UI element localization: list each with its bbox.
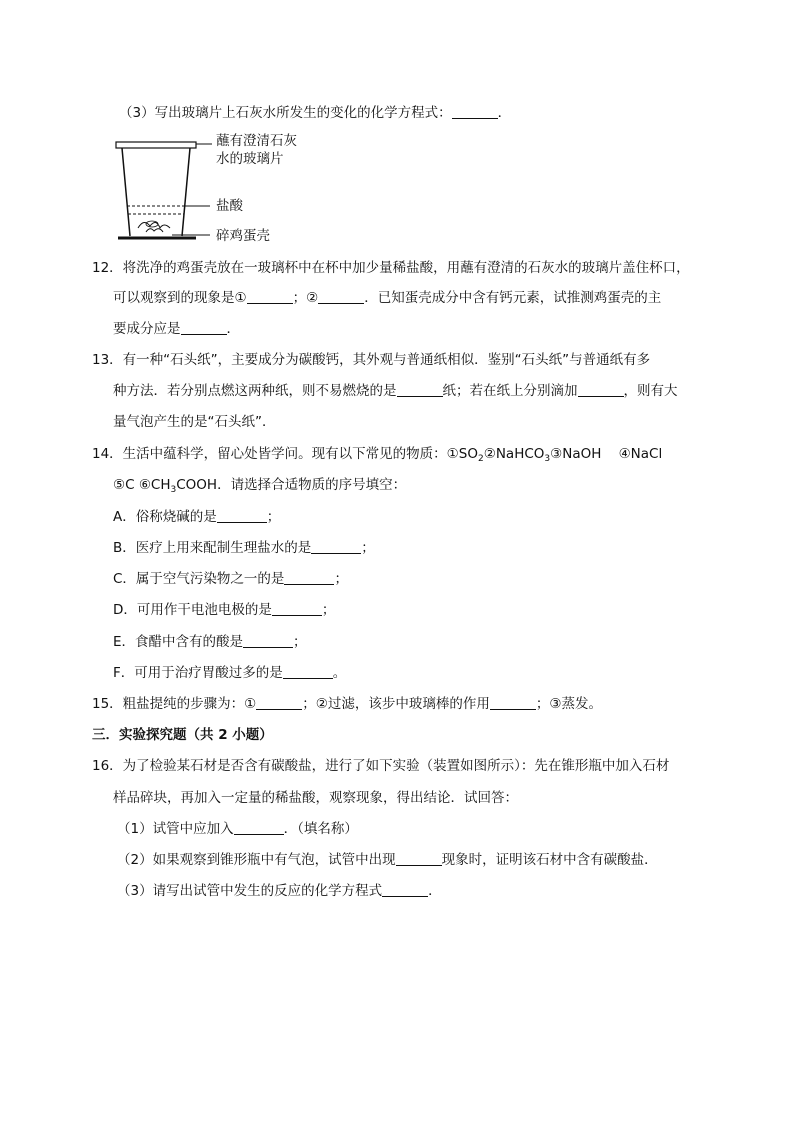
answer-blank[interactable] (284, 570, 334, 585)
q14-option-d: D．可用作干电池电极的是 ； (113, 602, 336, 618)
answer-blank[interactable] (452, 104, 498, 119)
q16-line2: 样品碎块，再加入一定量的稀盐酸，观察现象，得出结论．试回答： (113, 790, 518, 806)
answer-blank[interactable] (578, 382, 624, 397)
answer-blank[interactable] (283, 664, 333, 679)
q11-part3-text: （3）写出玻璃片上石灰水所发生的变化的化学方程式： (119, 105, 452, 121)
answer-blank[interactable] (396, 851, 442, 866)
answer-blank[interactable] (318, 289, 364, 304)
q14-option-e: E．食醋中含有的酸是 ； (113, 634, 307, 650)
q14-option-a: A．俗称烧碱的是 ； (113, 509, 281, 525)
answer-blank[interactable] (181, 320, 227, 335)
q16-part3: （3）请写出试管中发生的反应的化学方程式 ． (117, 883, 442, 899)
beaker-figure (112, 134, 372, 249)
q13-line1: 13．有一种“石头纸”，主要成分为碳酸钙，其外观与普通纸相似．鉴别“石头纸”与普通纸有多 (92, 352, 651, 368)
label-egg-shell: 碎鸡蛋壳 (216, 228, 270, 244)
q12-line3: 要成分应是 ． (113, 321, 240, 337)
q15: 15．粗盐提纯的步骤为：① ；②过滤，该步中玻璃棒的作用 ；③蒸发。 (92, 696, 602, 712)
section-heading: 三．实验探究题（共 2 小题） (92, 727, 273, 743)
label-hydrochloric-acid: 盐酸 (216, 198, 243, 214)
label-glass-plate-2: 水的玻璃片 (216, 151, 284, 167)
q12-line1: 12．将洗净的鸡蛋壳放在一玻璃杯中在杯中加少量稀盐酸，用蘸有澄清的石灰水的玻璃片盖住杯口， (92, 260, 690, 276)
q12-line2: 可以观察到的现象是① ；② ．已知蛋壳成分中含有钙元素，试推测鸡蛋壳的主 (113, 290, 662, 306)
q14-option-b: B．医疗上用来配制生理盐水的是 ； (113, 540, 375, 556)
answer-blank[interactable] (272, 601, 322, 616)
q11-part3: （3）写出玻璃片上石灰水所发生的变化的化学方程式： ． (119, 105, 512, 121)
label-glass-plate-1: 蘸有澄清石灰 (216, 133, 297, 149)
answer-blank[interactable] (311, 539, 361, 554)
answer-blank[interactable] (382, 882, 428, 897)
answer-blank[interactable] (243, 633, 293, 648)
answer-blank[interactable] (247, 289, 293, 304)
answer-blank[interactable] (490, 695, 536, 710)
q13-line3: 量气泡产生的是“石头纸”． (113, 414, 276, 430)
q14-option-f: F．可用于治疗胃酸过多的是 。 (113, 665, 347, 681)
q14-line1: 14．生活中蕴科学，留心处皆学问。现有以下常见的物质：$①SO_2②NaHCO_3③NaOH$ ④NaCl (92, 446, 663, 464)
answer-blank[interactable] (397, 382, 443, 397)
q13-line2: 种方法．若分别点燃这两种纸，则不易燃烧的是 纸；若在纸上分别滴加 ，则有大 (113, 383, 678, 399)
answer-blank[interactable] (234, 820, 284, 835)
answer-blank[interactable] (256, 695, 302, 710)
q16-part1: （1）试管中应加入 ．（填名称） (117, 821, 358, 837)
q14-option-c: C．属于空气污染物之一的是 ； (113, 571, 348, 587)
q16-line1: 16．为了检验某石材是否含有碳酸盐，进行了如下实验（装置如图所示）：先在锥形瓶中加入石材 (92, 758, 670, 774)
answer-blank[interactable] (217, 508, 267, 523)
q16-part2: （2）如果观察到锥形瓶中有气泡，试管中出现 现象时，证明该石材中含有碳酸盐． (117, 852, 658, 868)
q14-line2: ⑤C $⑥CH_3COOH$．请选择合适物质的序号填空： (113, 477, 407, 495)
